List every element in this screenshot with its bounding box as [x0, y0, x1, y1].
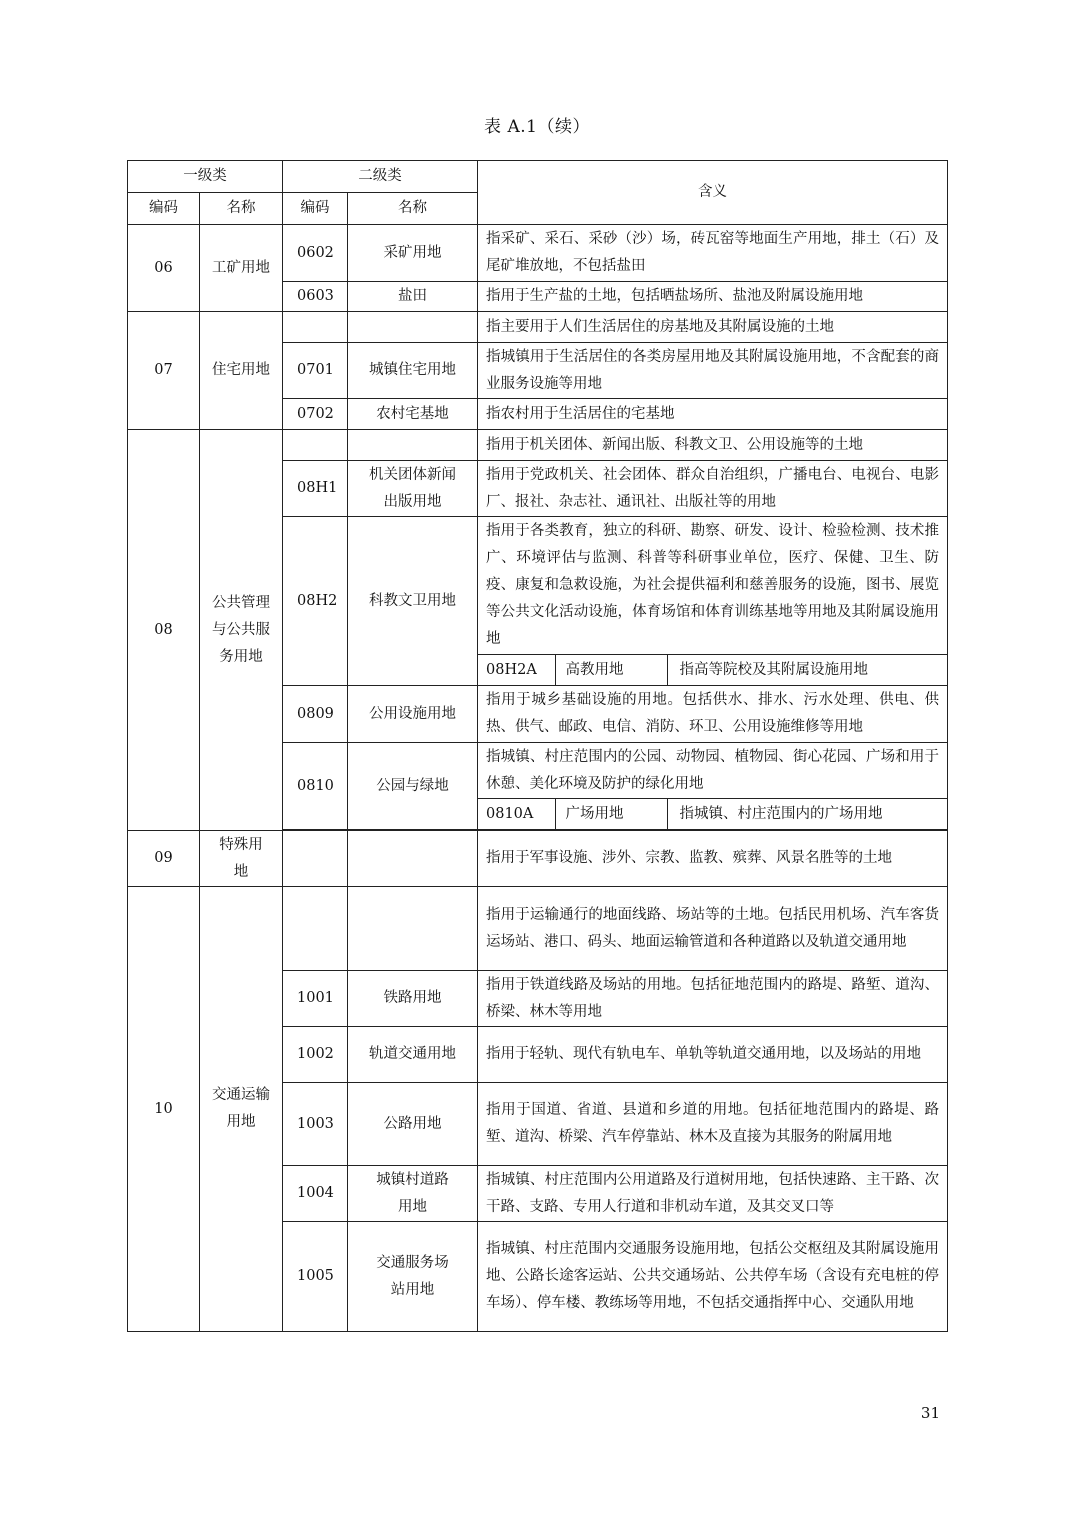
- row-desc-with-sub: [478, 517, 948, 686]
- table-row: [128, 430, 948, 461]
- header-code: 编码: [128, 193, 200, 225]
- row-code: 1003: [283, 1083, 348, 1166]
- header-level1: 一级类: [128, 161, 283, 193]
- row-name: 盐田: [348, 282, 478, 312]
- group-name: 交通运输用地: [200, 887, 283, 1332]
- sub-name: 高教用地: [555, 655, 667, 686]
- row-code: 08H2: [283, 517, 348, 686]
- row-name: 铁路用地: [348, 971, 478, 1027]
- row-desc: 指用于轻轨、现代有轨电车、单轨等轨道交通用地，以及场站的用地: [478, 1027, 948, 1083]
- group-code: 06: [128, 225, 200, 312]
- row-desc: 指城镇、村庄范围内的公园、动物园、植物园、街心花园、广场和用于休憩、美化环境及防护的绿化用地: [486, 748, 939, 792]
- row-name: 公园与绿地: [348, 743, 478, 830]
- table-row: [128, 225, 948, 282]
- row-desc: 指用于党政机关、社会团体、群众自治组织，广播电台、电视台、电影厂、报社、杂志社、通讯社、出版社等的用地: [478, 461, 948, 517]
- land-use-table: [127, 160, 948, 1332]
- group-name: 住宅用地: [200, 312, 283, 430]
- row-code: 1005: [283, 1222, 348, 1332]
- row-name: 轨道交通用地: [348, 1027, 478, 1083]
- group-desc: 指用于机关团体、新闻出版、科教文卫、公用设施等的土地: [478, 430, 948, 461]
- table-row: [128, 831, 948, 887]
- row-code: 1001: [283, 971, 348, 1027]
- group-desc: 指用于运输通行的地面线路、场站等的土地。包括民用机场、汽车客货运场站、港口、码头、地面运输管道和各种道路以及轨道交通用地: [478, 887, 948, 971]
- group-desc: 指主要用于人们生活居住的房基地及其附属设施的土地: [478, 312, 948, 343]
- header-name: 名称: [348, 193, 478, 225]
- page-number: 31: [920, 1404, 940, 1422]
- row-desc-with-sub: [478, 743, 948, 830]
- row-desc: 指用于生产盐的土地，包括晒盐场所、盐池及附属设施用地: [478, 282, 948, 312]
- row-code: 1004: [283, 1166, 348, 1222]
- row-name: 交通服务场站用地: [348, 1222, 478, 1332]
- row-desc: 指城镇用于生活居住的各类房屋用地及其附属设施用地，不含配套的商业服务设施等用地: [478, 343, 948, 399]
- sub-code: 08H2A: [478, 655, 555, 686]
- row-code: 0602: [283, 225, 348, 282]
- row-desc: 指城镇、村庄范围内交通服务设施用地，包括公交枢纽及其附属设施用地、公路长途客运站、公共交通场站、公共停车场（含设有充电桩的停车场）、停车楼、教练场等用地，不包括交通指挥中心、交通队用地: [478, 1222, 948, 1332]
- row-name: 公路用地: [348, 1083, 478, 1166]
- row-name: 城镇村道路用地: [348, 1166, 478, 1222]
- row-desc: 指用于城乡基础设施的用地。包括供水、排水、污水处理、供电、供热、供气、邮政、电信、消防、环卫、公用设施维修等用地: [478, 686, 948, 743]
- group-name: 特殊用地: [200, 831, 283, 887]
- table-row: [128, 887, 948, 971]
- group-name: 工矿用地: [200, 225, 283, 312]
- group-code: 09: [128, 831, 200, 887]
- group-code: 07: [128, 312, 200, 430]
- header-name: 名称: [200, 193, 283, 225]
- row-name: 城镇住宅用地: [348, 343, 478, 399]
- row-desc: 指采矿、采石、采砂（沙）场，砖瓦窑等地面生产用地，排土（石）及尾矿堆放地，不包括盐田: [478, 225, 948, 282]
- row-code: 0809: [283, 686, 348, 743]
- header-level2: 二级类: [283, 161, 478, 193]
- row-code: 0702: [283, 399, 348, 430]
- group-desc: 指用于军事设施、涉外、宗教、监教、殡葬、风景名胜等的土地: [478, 831, 948, 887]
- row-code: 0701: [283, 343, 348, 399]
- row-code: 0810: [283, 743, 348, 830]
- row-desc: 指用于铁道线路及场站的用地。包括征地范围内的路堤、路堑、道沟、桥梁、林木等用地: [478, 971, 948, 1027]
- group-code: 10: [128, 887, 200, 1332]
- row-code: 0603: [283, 282, 348, 312]
- row-desc: 指农村用于生活居住的宅基地: [478, 399, 948, 430]
- row-code: 08H1: [283, 461, 348, 517]
- row-name: 机关团体新闻出版用地: [348, 461, 478, 517]
- sub-desc: 指高等院校及其附属设施用地: [667, 655, 947, 686]
- row-name: 农村宅基地: [348, 399, 478, 430]
- sub-name: 广场用地: [555, 799, 667, 830]
- group-code: 08: [128, 430, 200, 831]
- sub-code: 0810A: [478, 799, 555, 830]
- row-name: 公用设施用地: [348, 686, 478, 743]
- row-desc: 指用于各类教育，独立的科研、勘察、研发、设计、检验检测、技术推广、环境评估与监测、科普等科研事业单位，医疗、保健、卫生、防疫、康复和急救设施，为社会提供福利和慈善服务的设施，图书、展览等公共文化活动设施，体育场馆和体育训练基地等用地及其附属设施用地: [486, 523, 939, 647]
- row-name: 采矿用地: [348, 225, 478, 282]
- table-row: [128, 312, 948, 343]
- row-name: 科教文卫用地: [348, 517, 478, 686]
- group-name: 公共管理与公共服务用地: [200, 430, 283, 831]
- header-meaning: 含义: [478, 161, 948, 225]
- header-code: 编码: [283, 193, 348, 225]
- row-desc: 指用于国道、省道、县道和乡道的用地。包括征地范围内的路堤、路堑、道沟、桥梁、汽车停靠站、林木及直接为其服务的附属用地: [478, 1083, 948, 1166]
- table-caption: 表 A.1（续）: [484, 117, 590, 137]
- row-code: 1002: [283, 1027, 348, 1083]
- sub-desc: 指城镇、村庄范围内的广场用地: [667, 799, 947, 830]
- row-desc: 指城镇、村庄范围内公用道路及行道树用地，包括快速路、主干路、次干路、支路、专用人行道和非机动车道，及其交叉口等: [478, 1166, 948, 1222]
